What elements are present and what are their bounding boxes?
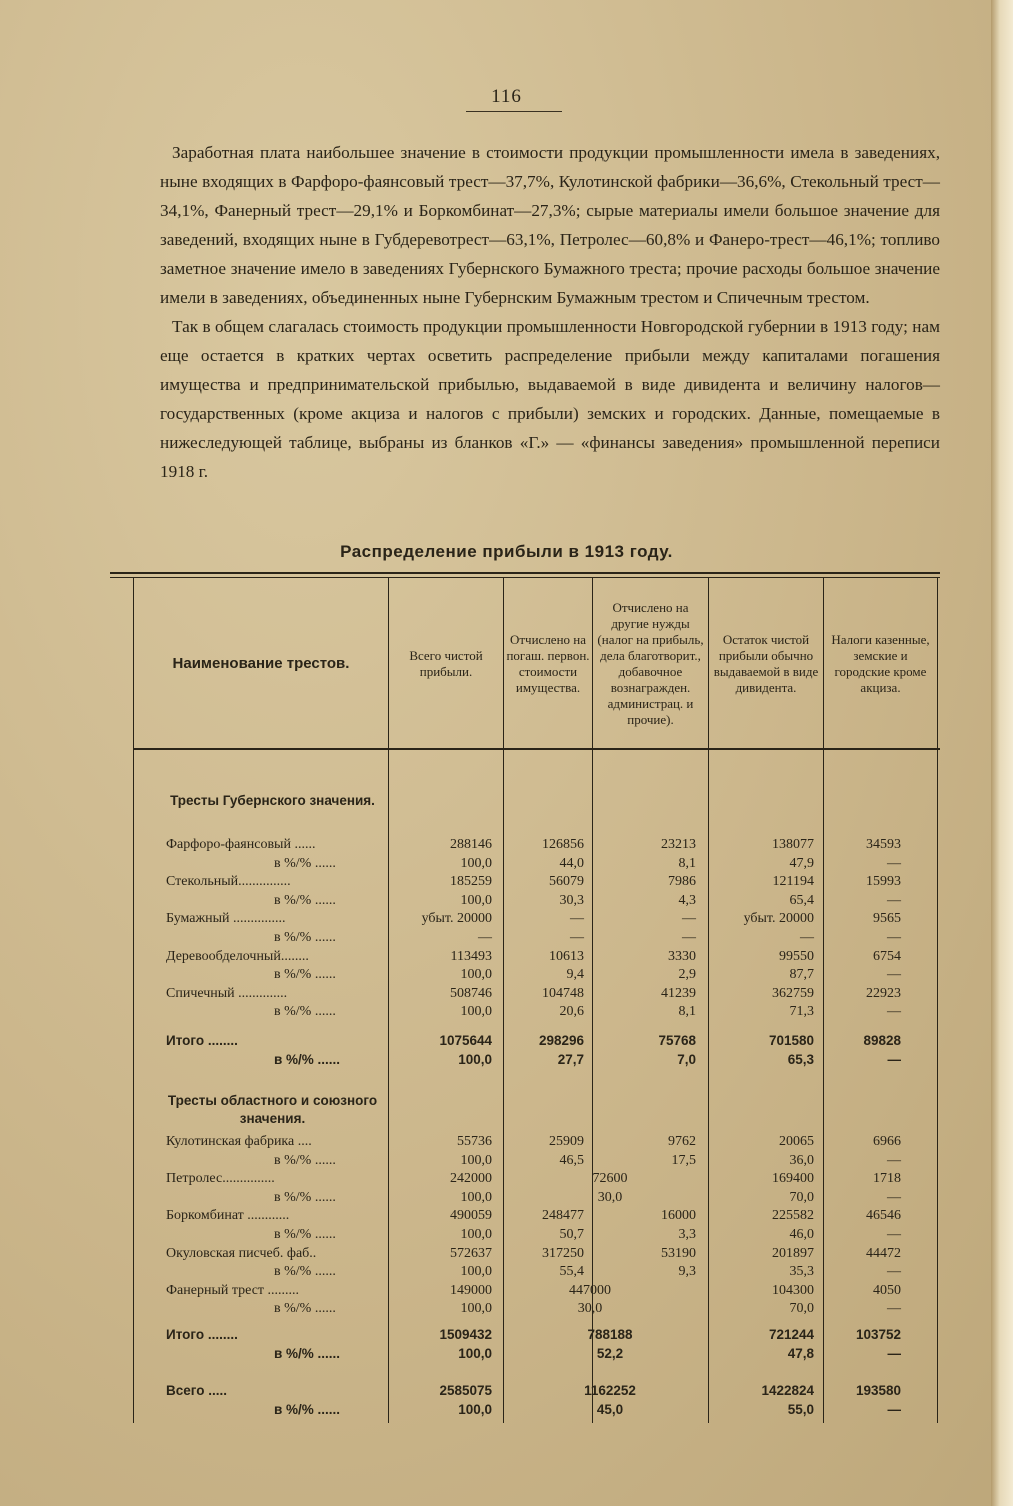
cell-c3: 23213	[661, 837, 696, 852]
cell-c2: 298296	[538, 1033, 584, 1048]
cell-c4: 225582	[772, 1208, 814, 1224]
cell-c2: 9,4	[566, 967, 584, 983]
cell-c4: 104300	[772, 1282, 814, 1298]
cell-c5: —	[887, 930, 901, 945]
cell-c2: —	[570, 930, 584, 945]
cell-c2: 55,4	[559, 1264, 584, 1280]
row-label: Окуловская писчеб. фаб..	[166, 1245, 317, 1261]
table-top-rule-thin	[110, 577, 940, 578]
cell-c2: 56079	[549, 874, 584, 890]
table-row	[150, 1170, 940, 1188]
cell-c1: 100,0	[458, 1346, 492, 1361]
paragraph-1: Заработная плата наибольшее значение в стоимости продукции промышленности имела в заведениях, ныне входящих в Фарфоро-фаянсовый трест—37,7%, Кулотинской фабрики—36,6%, Стекольный трест—34,1%, Фанерный трест—29,1% и Боркомбинат—27,3%; сырые материалы имели большое значение для заведений, входящих ныне в Губдеревотрест—63,1%, Петролес—60,8% и Фанеро-трест—46,1%; топливо заметное значение имело в заведениях Губернского Бумажного треста; прочие расходы большое значение имели в заведениях, объединенных ныне Губернским Бумажным трестом и Спичечным трестом.	[160, 143, 940, 307]
cell-c4: 138077	[772, 837, 814, 852]
table-row	[150, 910, 940, 928]
cell-merged-cols-2-3: 1162252	[584, 1383, 636, 1398]
cell-c1: 185259	[450, 874, 492, 890]
cell-c1: 288146	[450, 837, 492, 852]
cell-c5: 22923	[866, 985, 901, 1001]
row-label: в %/% ......	[274, 930, 336, 945]
header-total-profit: Всего чистой прибыли.	[409, 648, 483, 679]
row-label: в %/% ......	[274, 1152, 336, 1168]
table-row	[150, 966, 940, 984]
body-text	[160, 138, 940, 486]
cell-c2: 44,0	[559, 855, 584, 871]
cell-c1: 100,0	[460, 1264, 492, 1280]
table-row	[150, 1207, 940, 1225]
table-row	[150, 948, 940, 966]
row-label: Спичечный ..............	[166, 985, 288, 1001]
cell-c4: 1422824	[761, 1383, 814, 1398]
cell-c5: —	[887, 1264, 901, 1280]
row-label: в %/% ......	[274, 892, 336, 908]
cell-c3: 41239	[661, 985, 696, 1001]
row-label: Стекольный...............	[166, 874, 291, 890]
cell-c4: 55,0	[787, 1402, 814, 1417]
cell-c4: 65,4	[789, 892, 814, 908]
page-edge	[991, 0, 1013, 1506]
cell-c2: 27,7	[557, 1052, 584, 1067]
cell-c1: 490059	[450, 1208, 492, 1224]
cell-c4: 362759	[772, 985, 814, 1001]
cell-c1: 242000	[450, 1171, 492, 1187]
table-row	[150, 1003, 940, 1021]
header-dividend: Остаток чистой прибыли обычно выдаваемой в виде дивидента.	[713, 632, 819, 695]
cell-c4: 20065	[779, 1134, 814, 1149]
table-row	[150, 985, 940, 1003]
cell-c3: 53190	[661, 1245, 696, 1261]
header-bottom-rule	[133, 748, 940, 750]
cell-c5: —	[887, 892, 901, 908]
header-taxes: Налоги казенные, земские и городские кроме акциза.	[831, 632, 930, 695]
cell-c4: 35,3	[789, 1264, 814, 1280]
cell-c4: 87,7	[789, 967, 814, 983]
cell-merged-cols-2-3: 788188	[587, 1327, 633, 1342]
cell-c5: —	[887, 1227, 901, 1242]
cell-c5: 15993	[866, 874, 901, 890]
cell-c3: 7,0	[677, 1052, 696, 1067]
cell-c3: 9762	[668, 1134, 696, 1149]
cell-merged-cols-2-3: 72600	[592, 1171, 628, 1187]
grand-total-pct-row	[150, 1401, 940, 1419]
cell-c1: 100,0	[460, 1227, 492, 1242]
cell-c1: 113493	[450, 948, 492, 964]
cell-c5: 6754	[873, 948, 901, 964]
total-row	[150, 1032, 940, 1050]
cell-c1: 100,0	[460, 1152, 492, 1168]
cell-c4: 169400	[772, 1171, 814, 1187]
table-row	[150, 873, 940, 891]
cell-c2: 126856	[542, 837, 584, 852]
cell-c2: 20,6	[559, 1004, 584, 1020]
cell-c5: —	[887, 1301, 901, 1317]
row-label: Деревообделочный........	[166, 948, 309, 964]
cell-c5: 46546	[866, 1208, 901, 1224]
row-label: Петролес...............	[166, 1171, 275, 1187]
table-row	[150, 929, 940, 947]
cell-c5: 193580	[855, 1383, 901, 1398]
table-top-rule	[110, 572, 940, 574]
cell-c3: 9,3	[678, 1264, 696, 1280]
row-label: в %/% ......	[274, 967, 336, 983]
row-label: в %/% ......	[274, 1264, 336, 1280]
cell-c3: 75768	[658, 1033, 696, 1048]
cell-c3: 3,3	[678, 1227, 696, 1242]
row-label: Фарфоро-фаянсовый ......	[166, 837, 316, 852]
cell-c3: 7986	[668, 874, 696, 890]
cell-c1: 1075644	[439, 1033, 492, 1048]
row-label: в %/% ......	[274, 1346, 341, 1361]
cell-c5: —	[887, 1189, 901, 1205]
row-label: в %/% ......	[274, 1402, 341, 1417]
table-row	[150, 1133, 940, 1151]
header-name: Наименование трестов.	[172, 655, 350, 672]
table-row	[150, 892, 940, 910]
page-number: 116	[491, 86, 522, 107]
cell-c4: убыт. 20000	[743, 911, 814, 927]
table-row	[150, 1245, 940, 1263]
cell-c2: 50,7	[559, 1227, 584, 1242]
table-row	[150, 855, 940, 873]
cell-c1: 100,0	[460, 967, 492, 983]
cell-c4: 701580	[768, 1033, 814, 1048]
cell-c3: —	[682, 911, 696, 927]
table-row	[150, 1189, 940, 1207]
cell-c4: 65,3	[787, 1052, 814, 1067]
cell-c1: 2585075	[439, 1383, 492, 1398]
cell-c1: 100,0	[460, 1301, 492, 1317]
grand-total-row	[150, 1382, 940, 1400]
cell-c1: —	[478, 930, 492, 945]
row-label: в %/% ......	[274, 1227, 336, 1242]
cell-c2: 46,5	[559, 1152, 584, 1168]
cell-merged-cols-2-3: 30,0	[577, 1301, 603, 1317]
cell-c4: 721244	[768, 1327, 814, 1342]
table-row	[150, 1282, 940, 1300]
table-row	[150, 1226, 940, 1244]
cell-c3: 2,9	[678, 967, 696, 983]
row-label: Итого ........	[166, 1033, 238, 1048]
total-row	[150, 1326, 940, 1344]
cell-c5: 6966	[873, 1134, 901, 1149]
cell-c5: 103752	[855, 1327, 901, 1342]
group2-title: Тресты областного и союзного значения.	[167, 1093, 378, 1126]
cell-merged-cols-2-3: 447000	[569, 1282, 611, 1298]
cell-merged-cols-2-3: 52,2	[596, 1346, 624, 1361]
cell-c2: 104748	[542, 985, 584, 1001]
header-other-needs: Отчислено на другие нужды (налог на прибыль, дела благотворит., добавочное вознагражден. администрац. и прочие).	[597, 600, 704, 727]
table-row	[150, 1300, 940, 1318]
total-pct-row	[150, 1345, 940, 1363]
table-title: Распределение прибыли в 1913 году.	[340, 542, 673, 561]
cell-c1: 100,0	[458, 1052, 492, 1067]
cell-c1: 100,0	[460, 892, 492, 908]
row-label: в %/% ......	[274, 1301, 336, 1317]
cell-c3: —	[682, 930, 696, 945]
row-label: в %/% ......	[274, 1004, 336, 1020]
row-label: в %/% ......	[274, 855, 336, 871]
cell-c1: 572637	[450, 1245, 492, 1261]
cell-c3: 4,3	[678, 892, 696, 908]
cell-c5: —	[887, 1052, 901, 1067]
row-label: Бумажный ...............	[166, 911, 286, 927]
row-label: Фанерный трест .........	[166, 1282, 300, 1298]
cell-c4: 46,0	[789, 1227, 814, 1242]
table-row	[150, 836, 940, 854]
cell-c3: 8,1	[678, 855, 696, 871]
row-label: Боркомбинат ............	[166, 1208, 290, 1224]
cell-c5: —	[887, 1346, 901, 1361]
cell-c5: —	[887, 967, 901, 983]
cell-c1: 508746	[450, 985, 492, 1001]
cell-c5: —	[887, 1004, 901, 1020]
group1-title: Тресты Губернского значения.	[170, 793, 375, 808]
cell-c1: 100,0	[460, 1004, 492, 1020]
cell-c5: —	[887, 1152, 901, 1168]
cell-c1: 100,0	[458, 1402, 492, 1417]
cell-c1: 100,0	[460, 855, 492, 871]
cell-c5: 1718	[873, 1171, 901, 1187]
cell-c3: 16000	[661, 1208, 696, 1224]
cell-c4: 70,0	[789, 1301, 814, 1317]
table-row	[150, 1263, 940, 1281]
cell-c2: 317250	[542, 1245, 584, 1261]
row-label: Кулотинская фабрика ....	[166, 1134, 312, 1149]
paragraph-2: Так в общем слагалась стоимость продукции промышленности Новгородской губернии в 1913 году; нам еще остается в кратких чертах осветить распределение прибыли между капиталами погашения имущества и предпринимательской прибылью, выдаваемой в виде дивидента и величину налогов—государственных (кроме акциза и налогов с прибыли) земских и городских. Данные, помещаемые в нижеследующей таблице, выбраны из бланков «Г.» — «финансы заведения» промышленной переписи 1918 г.	[160, 317, 940, 481]
cell-c3: 3330	[668, 948, 696, 964]
cell-c4: 36,0	[789, 1152, 814, 1168]
cell-c5: 34593	[866, 837, 901, 852]
cell-c5: 89828	[863, 1033, 901, 1048]
cell-c1: 149000	[450, 1282, 492, 1298]
cell-c1: убыт. 20000	[421, 911, 492, 927]
cell-merged-cols-2-3: 45,0	[596, 1402, 624, 1417]
cell-c5: 9565	[873, 911, 901, 927]
cell-c4: 201897	[772, 1245, 814, 1261]
cell-c4: 47,8	[787, 1346, 814, 1361]
cell-c4: 47,9	[789, 855, 814, 871]
cell-c3: 17,5	[671, 1152, 696, 1168]
table-row	[150, 1152, 940, 1170]
row-label: в %/% ......	[274, 1189, 336, 1205]
cell-c4: 71,3	[789, 1004, 814, 1020]
cell-c5: 4050	[873, 1282, 901, 1298]
cell-c2: 10613	[549, 948, 584, 964]
cell-c2: —	[570, 911, 584, 927]
total-pct-row	[150, 1051, 940, 1069]
cell-c1: 1509432	[439, 1327, 492, 1342]
cell-c1: 55736	[457, 1134, 492, 1149]
cell-c4: 121194	[772, 874, 814, 890]
cell-c2: 25909	[549, 1134, 584, 1149]
cell-c1: 100,0	[460, 1189, 492, 1205]
row-label: в %/% ......	[274, 1052, 341, 1067]
cell-merged-cols-2-3: 30,0	[597, 1189, 623, 1205]
cell-c2: 248477	[542, 1208, 584, 1224]
cell-c5: —	[887, 1402, 901, 1417]
cell-c5: —	[887, 855, 901, 871]
cell-c4: —	[800, 930, 814, 945]
row-label: Итого ........	[166, 1327, 238, 1342]
cell-c4: 99550	[779, 948, 814, 964]
cell-c4: 70,0	[789, 1189, 814, 1205]
cell-c2: 30,3	[559, 892, 584, 908]
cell-c5: 44472	[866, 1245, 901, 1261]
cell-c3: 8,1	[678, 1004, 696, 1020]
row-label: Всего .....	[166, 1383, 227, 1398]
page-number-rule	[466, 111, 562, 112]
header-depreciation: Отчислено на погаш. первон. стоимости имущества.	[506, 632, 590, 695]
